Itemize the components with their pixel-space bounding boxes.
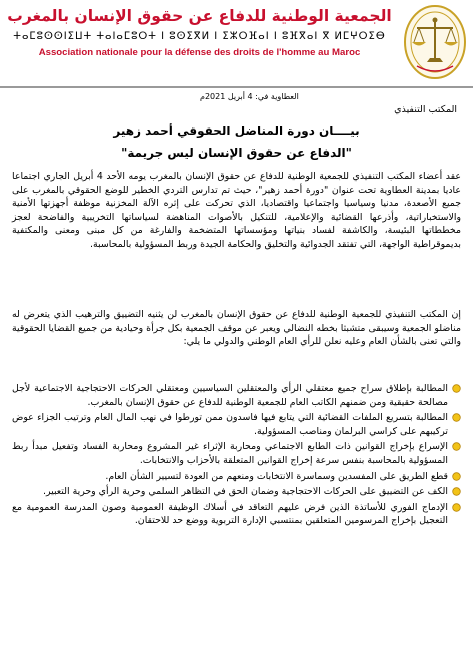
- org-name-french: Association nationale pour la défense des droits de l'homme au Maroc: [38, 47, 361, 58]
- demand-text: الكف عن التضييق على الحركات الاحتجاجية وضمان الحق في التظاهر السلمي وحرية الرأي وحرية التعبير.: [42, 486, 448, 498]
- org-name-arabic: الجمعية الوطنية للدفاع عن حقوق الإنسان بالمغرب: [7, 7, 392, 25]
- intro-paragraph: عقد أعضاء المكتب التنفيذي للجمعية الوطنية للدفاع عن حقوق الإنسان بالمغرب يومه الأحد 4 أبريل الجاري اجتماعا عاديا بمدينة العطاوية تحت عنوان "دورة أحمد زهير"، حيث تم تدارس التردي الخطير للوضع الحقوقي بالمغرب على جميع الأصعدة، مدنيا وسياسيا واجتماعيا واقتصاديا، الذي تحركت على إثره الآلة المخزنية موظفة أجهزتها الأمنية والاستخباراتية، وأذرعها القضائية والإعلامية، للتنكيل بالأصوات المناهضة لسياساتها التخريبية والفاضحة لعجز مخططاتها البئيسة، والكاشفة لفساد بنياتها ومؤسساتها المتضخمة والفارغة من كل مبنى ومعنى والمكتفية بديموقراطية الواجهة، التي تفتقد الجدوائية والتخليق والحكامة الجيدة وربط المسؤولية بالمحاسبة.: [12, 171, 461, 250]
- demand-text: المطالبة بإطلاق سراح جميع معتقلي الرأي والمعتقلين السياسيين ومعتقلي الحركات الاحتجاجية الاجتماعية لأجل مصالحة حقيقية ومن ضمنهم الكاتب العام للجمعية الوطنية للدفاع عن حقوق الإنسان بالمغرب.: [12, 383, 448, 408]
- yellow-circle-bullet-icon: [452, 487, 461, 496]
- demand-text: الإسراع بإخراج القوانين ذات الطابع الاجتماعي ومحاربة الإثراء غير المشروع ومحاربة الفساد وتفعيل مبدأ ربط المسؤولية بالمحاسبة بنفس سرعة إخراج القوانين المتعلقة بالأحزاب والانتخابات.: [12, 441, 448, 466]
- yellow-circle-bullet-icon: [452, 442, 461, 451]
- letterhead-text: [0, 6, 399, 59]
- scales-of-justice-emblem-icon: [403, 4, 467, 82]
- letterhead: [0, 0, 473, 86]
- yellow-circle-bullet-icon: [452, 413, 461, 422]
- list-item: [12, 501, 461, 528]
- list-item: [12, 470, 461, 484]
- demand-text: الإدماج الفوري للأساتذة الذين فرض عليهم التعاقد في أسلاك الوظيفة العمومية وصون المدرسة العمومية مع التعجيل بإخراج المرسومين المتعلقين بمنتسبي الإدارة التربوية ووضع حد للاحتقان.: [12, 501, 448, 527]
- list-item: [12, 382, 461, 409]
- demand-text: قطع الطريق على المفسدين وسماسرة الانتخابات ومنعهم من العودة لتسيير الشأن العام.: [105, 470, 448, 482]
- document-date: العطاوية في: 4 أبريل 2021م: [200, 92, 299, 101]
- issuing-office: المكتب التنفيذي: [394, 104, 457, 115]
- position-paragraph: إن المكتب التنفيذي للجمعية الوطنية للدفاع عن حقوق الإنسان بالمغرب لن يثنيه التضييق والترهيب الذي يتعرض له مناضلو الجمعية وسيبقى متشبثا بخطه النضالي ويعبر عن موقف الجمعية بكل جرأة وحيادية من جميع القضايا الحقوقية والتي تعنى بالشأن العام وعليه نعلن للرأي العام الوطني والدولي ما يلي:: [12, 309, 461, 348]
- org-name-tifinagh: ⵜⴰⵎⵓⵙⵙⵏⵉⵡⵜ ⵜⴰⵏⴰⵎⵓⵔⵜ ⵏ ⵓⵙⵉⴳⵍ ⵏ ⵉⵣⵔⴼⴰⵏ ⵏ ⵓⴼⴳⴰⵏ ⴳ ⵍⵎⵖⵔⵉⴱ: [13, 31, 386, 42]
- statement-subtitle: "الدفاع عن حقوق الإنسان ليس جريمة": [121, 146, 352, 160]
- list-item: [12, 411, 461, 438]
- demand-text: المطالبة بتسريع الملفات القضائية التي يتابع فيها فاسدون ممن تورطوا في نهب المال العام وترتيب الجزاء عوض تركيبهم على كراسي البرلمان ومناصب المسؤولية.: [12, 412, 448, 437]
- header-divider: [0, 86, 473, 88]
- list-item: [12, 485, 461, 499]
- demands-list: [12, 382, 461, 530]
- yellow-circle-bullet-icon: [452, 384, 461, 393]
- statement-title: بيــــان دورة المناضل الحقوقي أحمد زهير: [113, 124, 360, 138]
- list-item: [12, 440, 461, 467]
- yellow-circle-bullet-icon: [452, 503, 461, 512]
- yellow-circle-bullet-icon: [452, 472, 461, 481]
